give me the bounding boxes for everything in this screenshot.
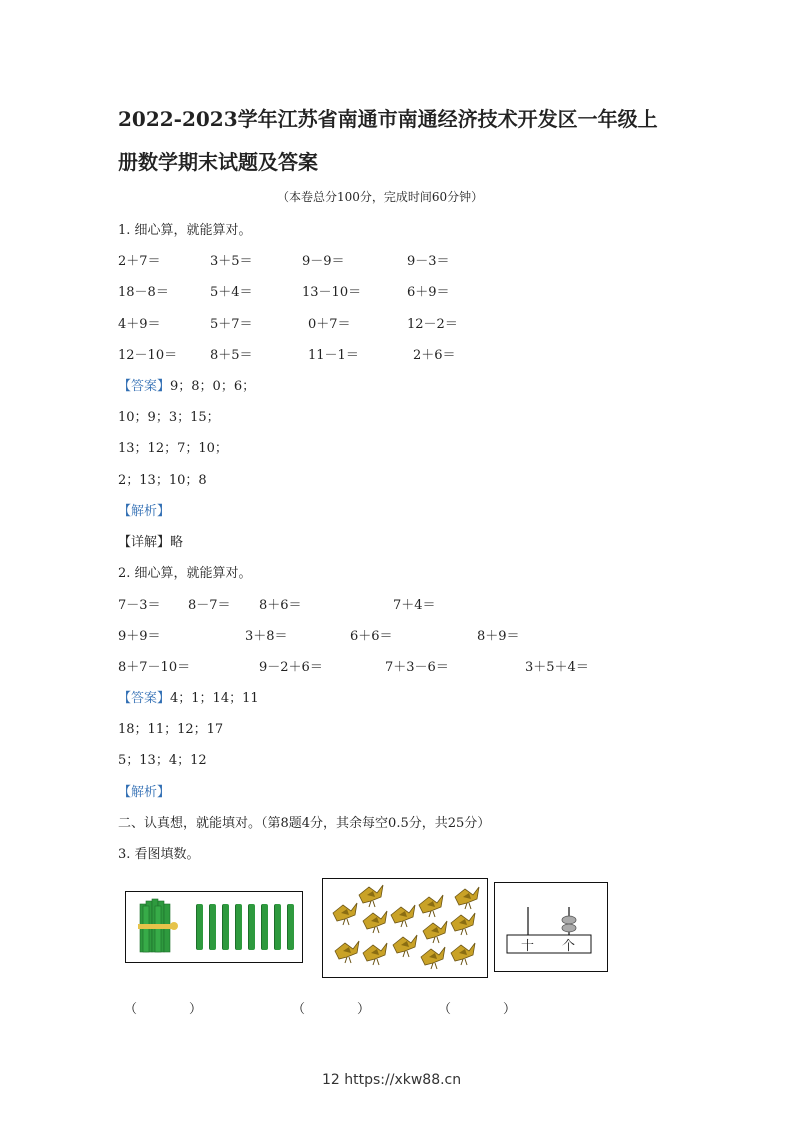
bird-icon (363, 943, 387, 965)
stick-icon (248, 904, 255, 950)
q2-problem: 8＋6＝ (259, 598, 302, 613)
detail-label: 【详解】 (118, 535, 171, 550)
stick-icon (235, 904, 242, 950)
q1-problem: 12－2＝ (407, 317, 458, 332)
bird-icon (359, 885, 383, 907)
q1-problem: 9－3＝ (407, 254, 450, 269)
q1-heading: 1. 细心算，就能算对。 (118, 223, 252, 238)
q1-analysis-label: 【解析】 (118, 504, 171, 519)
page-footer: 12 https://xkw88.cn (322, 1072, 462, 1088)
q2-problem: 9＋9＝ (118, 629, 161, 644)
stick-icon (261, 904, 268, 950)
doc-title-line2: 册数学期末试题及答案 (118, 150, 318, 174)
section2-heading: 二、认真想，就能填对。（第8题4分，其余每空0.5分，共25分） (118, 816, 491, 831)
q2-problem: 8＋9＝ (477, 629, 520, 644)
q3-heading: 3. 看图填数。 (118, 847, 200, 862)
q2-answer-line: 18；11；12；17 (118, 722, 224, 737)
bird-icon (419, 895, 443, 917)
bird-icon (391, 905, 415, 927)
sticks-figure (125, 891, 303, 963)
q2-problem: 7＋3－6＝ (385, 660, 449, 675)
q1-problem: 6＋9＝ (407, 285, 450, 300)
q2-problem: 7－3＝ (118, 598, 161, 613)
abacus-tens-label: 十 (521, 939, 535, 954)
bird-icon (451, 943, 475, 965)
answer-blank[interactable]: （ ） (124, 1002, 203, 1017)
q2-problem: 7＋4＝ (393, 598, 436, 613)
detail-text: 略 (170, 535, 184, 550)
q1-problem: 4＋9＝ (118, 317, 161, 332)
answer-text: 9；8；0；6； (170, 379, 256, 394)
answer-text: 4；1；14；11 (170, 691, 259, 706)
q2-heading: 2. 细心算，就能算对。 (118, 566, 252, 581)
q1-detail-line (118, 531, 183, 550)
abacus-ones-label: 个 (562, 939, 576, 954)
q2-answer-line: 5；13；4；12 (118, 753, 207, 768)
answer-label: 【答案】 (118, 691, 171, 706)
q2-problem: 8＋7－10＝ (118, 660, 191, 675)
q1-problem: 18－8＝ (118, 285, 169, 300)
bird-icon (393, 935, 417, 957)
q1-answer-line: 13；12；7；10； (118, 441, 228, 456)
q1-problem: 13－10＝ (302, 285, 362, 300)
q1-problem: 5＋7＝ (210, 317, 253, 332)
q2-problem: 8－7＝ (188, 598, 231, 613)
q1-problem: 11－1＝ (308, 348, 359, 363)
stick-icon (274, 904, 281, 950)
q1-answer-line: 2；13；10；8 (118, 473, 207, 488)
abacus-icon (495, 883, 607, 971)
bird-icon (423, 921, 447, 943)
q1-problem: 9－9＝ (302, 254, 345, 269)
q2-problem: 9－2＋6＝ (259, 660, 323, 675)
stick-icon (209, 904, 216, 950)
bird-icon (455, 887, 479, 909)
q1-problem: 2＋6＝ (413, 348, 456, 363)
q1-problem: 8＋5＝ (210, 348, 253, 363)
q2-problem: 6＋6＝ (350, 629, 393, 644)
doc-subtitle: （本卷总分100分，完成时间60分钟） (277, 190, 484, 204)
bird-icon (333, 903, 357, 925)
q2-problem: 3＋8＝ (245, 629, 288, 644)
stick-icon (222, 904, 229, 950)
stick-icon (196, 904, 203, 950)
stick-icon (287, 904, 294, 950)
q1-problem: 5＋4＝ (210, 285, 253, 300)
q2-answer-line (118, 687, 259, 706)
bird-icon (335, 941, 359, 963)
q1-problem: 12－10＝ (118, 348, 178, 363)
answer-blank[interactable]: （ ） (438, 1002, 517, 1017)
birds-group (323, 879, 487, 977)
q2-problem: 3＋5＋4＝ (525, 660, 589, 675)
q1-answer-line: 10；9；3；15； (118, 410, 220, 425)
q1-problem: 2＋7＝ (118, 254, 161, 269)
answer-blank[interactable]: （ ） (292, 1002, 371, 1017)
answer-label: 【答案】 (118, 379, 171, 394)
q1-problem: 3＋5＝ (210, 254, 253, 269)
birds-figure (322, 878, 488, 978)
doc-title-line1: 2022-2023学年江苏省南通市南通经济技术开发区一年级上 (118, 107, 658, 131)
q2-analysis-label: 【解析】 (118, 785, 171, 800)
q1-problem: 0＋7＝ (308, 317, 351, 332)
bird-icon (421, 947, 445, 969)
q1-answer-line (118, 375, 255, 394)
bird-icon (451, 913, 475, 935)
abacus-figure (494, 882, 608, 972)
bird-icon (363, 911, 387, 933)
